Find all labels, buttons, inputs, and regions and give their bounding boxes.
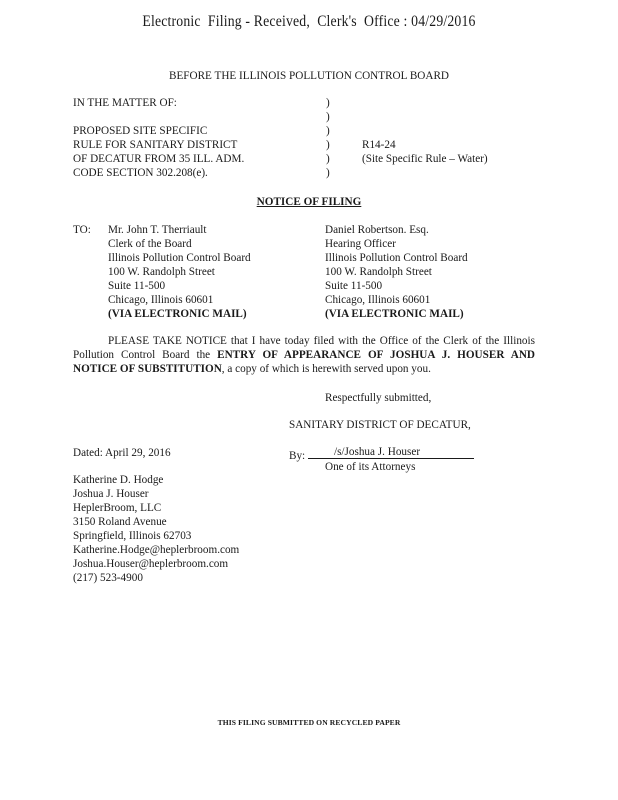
caption-line: RULE FOR SANITARY DISTRICT [73, 139, 238, 151]
signature-rule [308, 446, 474, 459]
notice-body-part2: , a copy of which is herewith served upon you. [221, 363, 431, 375]
bracket: ) [326, 125, 330, 137]
recipient-line: Illinois Pollution Control Board [108, 252, 251, 264]
notice-body-document: ENTRY OF APPEARANCE OF JOSHUA J. HOUSER AND NOTICE OF SUBSTITUTION [73, 349, 535, 375]
bracket: ) [326, 111, 330, 123]
recipient-line: Clerk of the Board [108, 238, 192, 250]
recipient-method: (VIA ELECTRONIC MAIL) [325, 308, 464, 320]
caption-brackets [326, 96, 330, 180]
bracket: ) [326, 167, 330, 179]
bracket: ) [326, 153, 330, 165]
attorney-role: One of its Attorneys [325, 461, 416, 473]
recipient-line: Chicago, Illinois 60601 [108, 294, 214, 306]
counsel-block [73, 473, 239, 585]
recipient-clerk [108, 223, 251, 321]
counsel-line: Katherine D. Hodge [73, 474, 164, 486]
counsel-line: HeplerBroom, LLC [73, 502, 162, 514]
recipient-line: Suite 11-500 [325, 280, 383, 292]
recipient-hearing-officer [325, 223, 468, 321]
recipient-method: (VIA ELECTRONIC MAIL) [108, 308, 247, 320]
footer-recycled-paper: THIS FILING SUBMITTED ON RECYCLED PAPER [217, 718, 401, 727]
caption-line: CODE SECTION 302.208(e). [73, 167, 208, 179]
notice-body-part1: PLEASE TAKE NOTICE that I have today filed with the Office of the Clerk of the Illinois Pollution Control Board the [73, 335, 535, 361]
case-type: (Site Specific Rule – Water) [362, 153, 488, 165]
filing-stamp: Electronic Filing - Received, Clerk's Office : 04/29/2016 [142, 13, 476, 30]
caption-line: PROPOSED SITE SPECIFIC [73, 125, 208, 137]
notice-title: NOTICE OF FILING [256, 196, 362, 208]
case-number: R14-24 [362, 139, 396, 151]
counsel-line: Joshua.Houser@heplerbroom.com [73, 558, 229, 570]
caption-line [73, 110, 244, 124]
party-name: SANITARY DISTRICT OF DECATUR, [289, 419, 471, 431]
recipient-line: Hearing Officer [325, 238, 396, 250]
signature-text: /s/Joshua J. Houser [333, 446, 421, 458]
board-heading: BEFORE THE ILLINOIS POLLUTION CONTROL BOARD [169, 70, 449, 82]
caption-left [73, 96, 244, 180]
notice-body [73, 334, 535, 376]
bracket: ) [326, 139, 330, 151]
caption-line: OF DECATUR FROM 35 ILL. ADM. [73, 153, 245, 165]
recipient-line: Chicago, Illinois 60601 [325, 294, 431, 306]
recipient-line: Illinois Pollution Control Board [325, 252, 468, 264]
counsel-line: Katherine.Hodge@heplerbroom.com [73, 544, 240, 556]
counsel-line: Springfield, Illinois 62703 [73, 530, 192, 542]
counsel-line: Joshua J. Houser [73, 488, 149, 500]
caption-line: IN THE MATTER OF: [73, 97, 177, 109]
counsel-line: (217) 523-4900 [73, 572, 143, 584]
respectfully-submitted: Respectfully submitted, [325, 392, 432, 404]
bracket: ) [326, 97, 330, 109]
recipient-line: Daniel Robertson. Esq. [325, 224, 429, 236]
recipient-line: 100 W. Randolph Street [108, 266, 215, 278]
date-line: Dated: April 29, 2016 [73, 447, 171, 459]
counsel-line: 3150 Roland Avenue [73, 516, 167, 528]
recipient-line: 100 W. Randolph Street [325, 266, 432, 278]
recipient-line: Mr. John T. Therriault [108, 224, 207, 236]
recipient-line: Suite 11-500 [108, 280, 166, 292]
to-label: TO: [73, 224, 91, 236]
by-label: By: [289, 450, 306, 462]
